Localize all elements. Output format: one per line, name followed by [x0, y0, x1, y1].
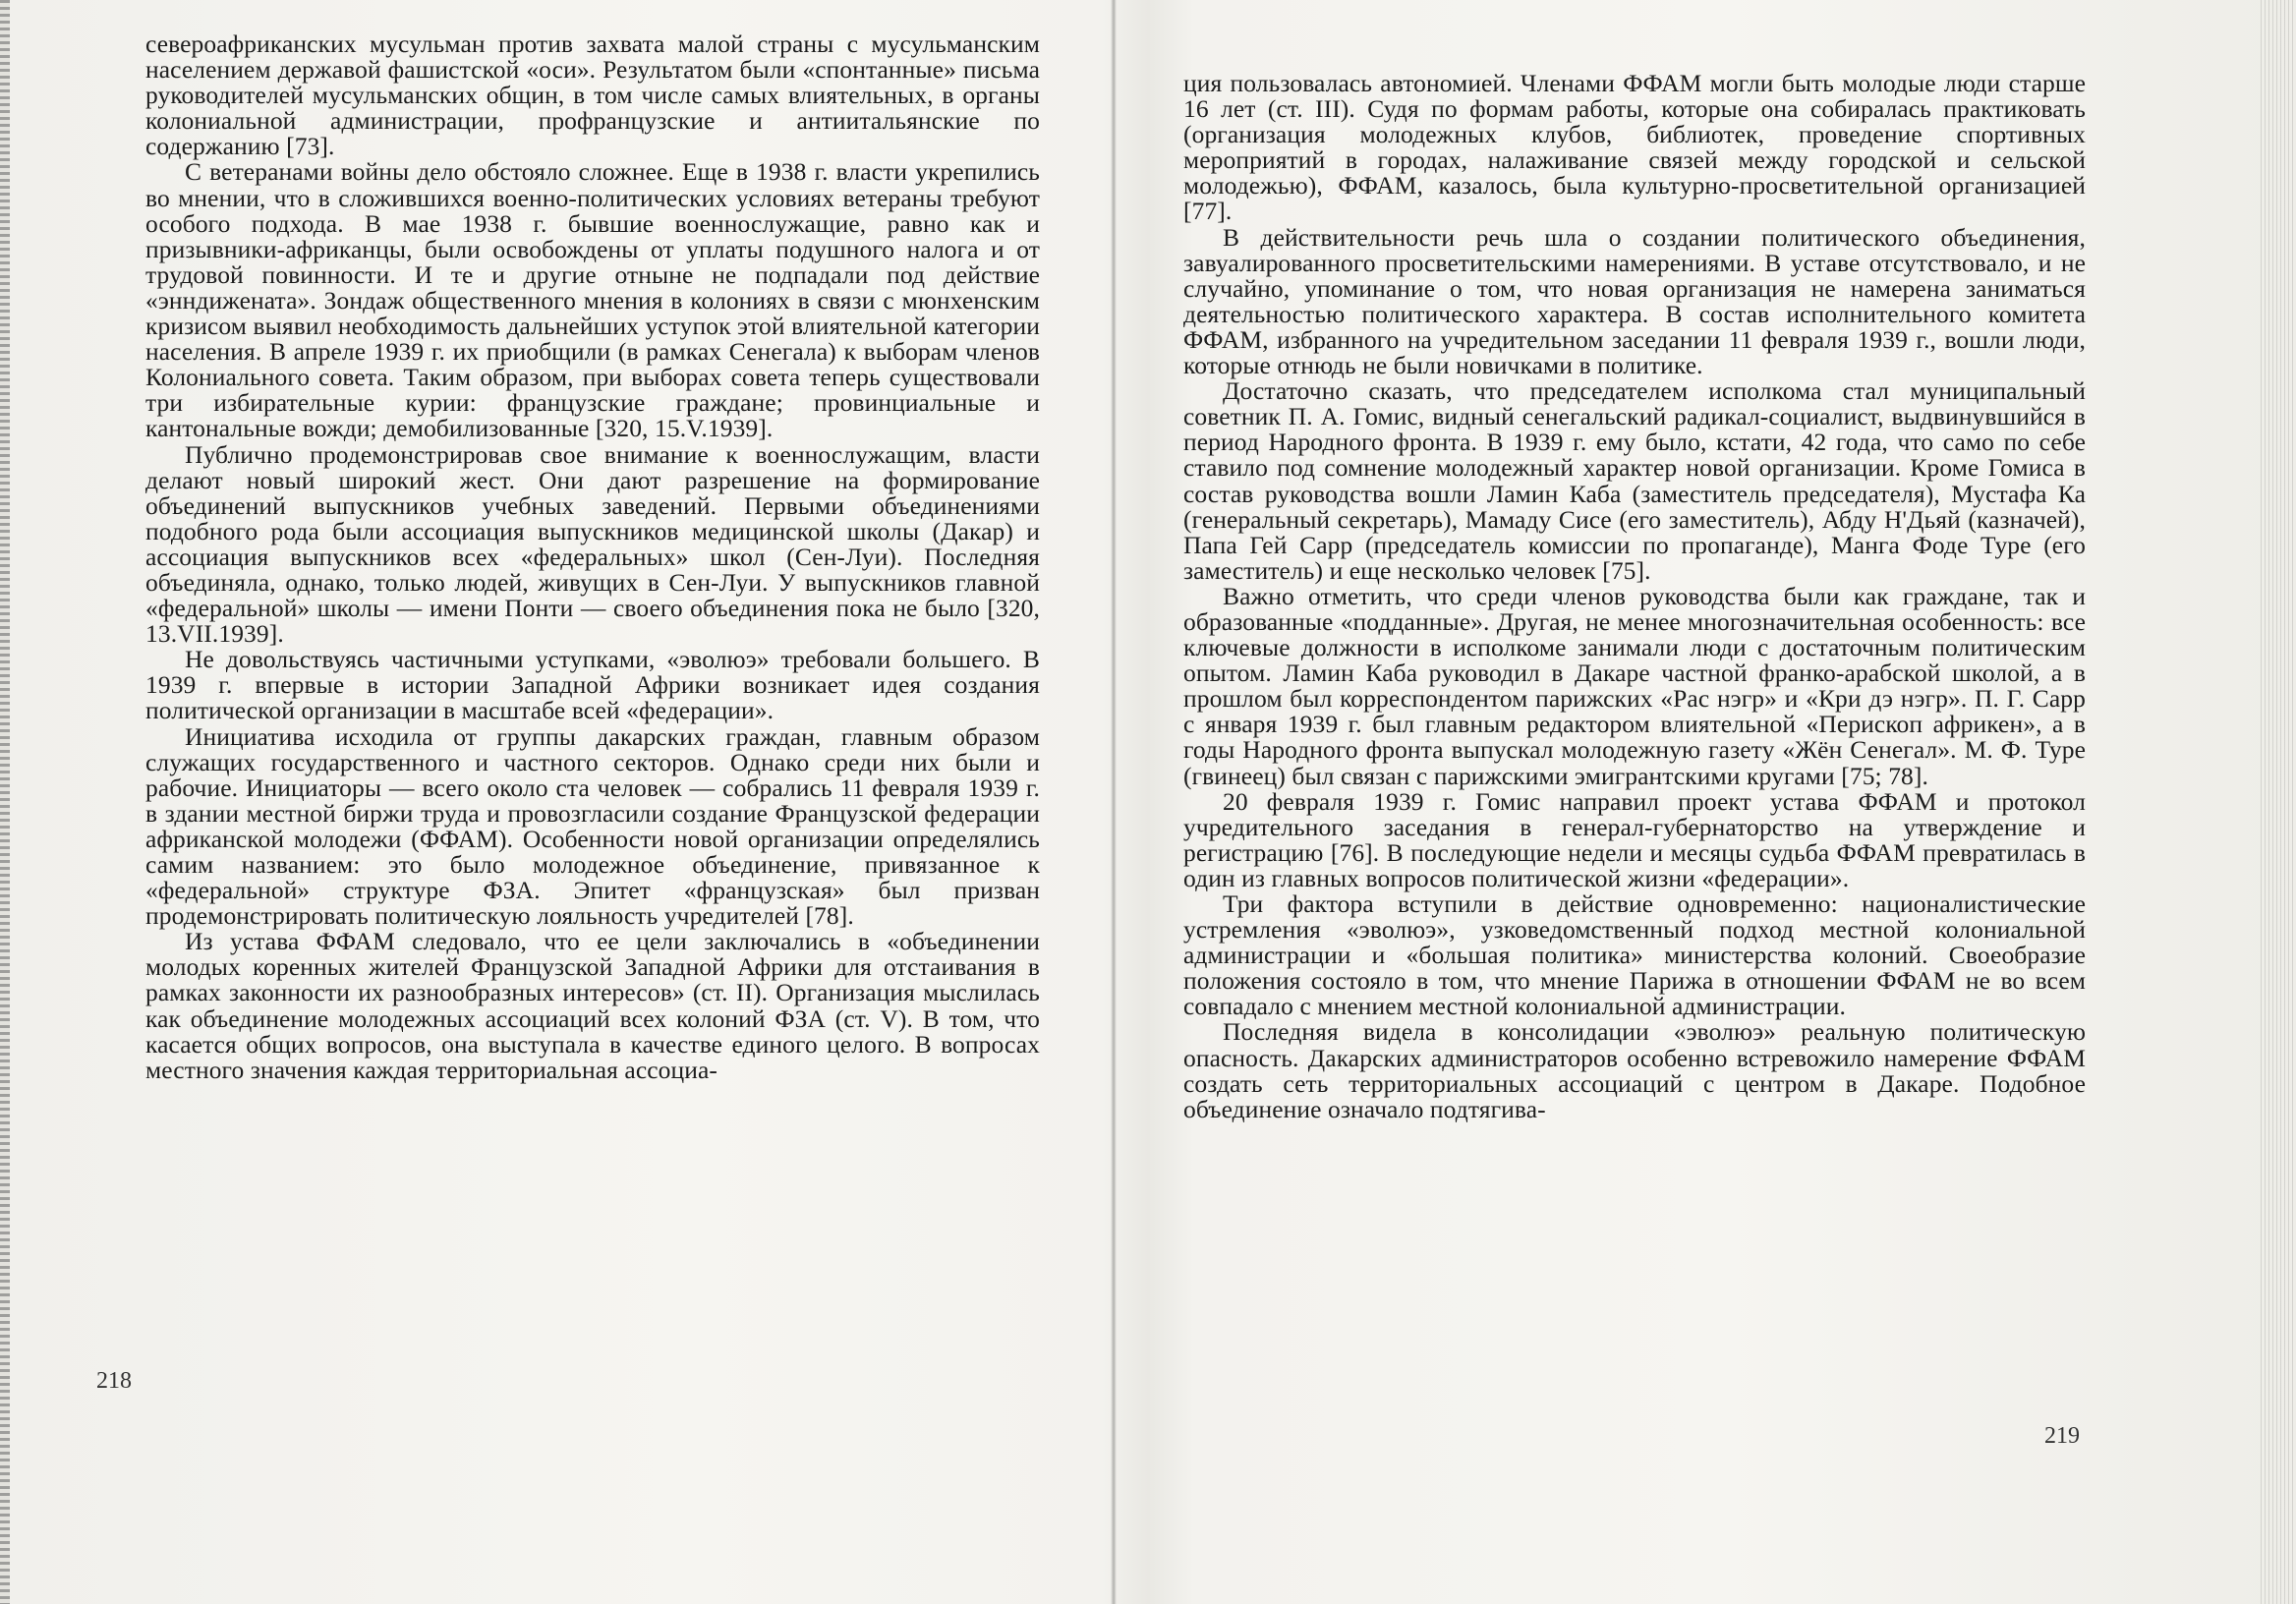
- right-paragraph-3: Достаточно сказать, что председателем исполкома стал муниципальный советник П. А. Гомис, видный сенегальский радикал-социалист, выдвинувшийся в период Народного фронта. В 1939 г. ему было, кстати, 42 года, что само по себе ставило под сомнение молодежный характер новой организации. Кроме Гомиса в состав руководства вошли Ламин Каба (заместитель председателя), Мустафа Ка (генеральный секретарь), Мамаду Сисе (его заместитель), Абду Н'Дьяй (казначей), Папа Гей Сарр (председатель комиссии по пропаганде), Манга Фоде Туре (его заместитель) и еще несколько человек [75].: [1183, 376, 2086, 585]
- right-page: [1183, 71, 2086, 1122]
- right-paragraph-5: 20 февраля 1939 г. Гомис направил проект устава ФФАМ и протокол учредительного заседания в генерал-губернаторство на утверждение и регистрацию [76]. В последующие недели и месяцы судьба ФФАМ превратилась в один из главных вопросов политической жизни «федерации».: [1183, 786, 2086, 892]
- right-paragraph-4: Важно отметить, что среди членов руководства были как граждане, так и образованные «подданные». Другая, не менее многозначительная особенность: все ключевые должности в исполкоме занимали люди с достаточным политическим опытом. Ламин Каба руководил в Дакаре частной франко-арабской школой, а в прошлом был корреспондентом парижских «Рас нэгр» и «Кри дэ нэгр». П. Г. Сарр с января 1939 г. был главным редактором влиятельной «Перископ африкен», а в годы Народного фронта выпускал молодежную газету «Жён Сенегал». М. Ф. Туре (гвинеец) был связан с парижскими эмигрантскими кругами [75; 78].: [1183, 581, 2086, 790]
- page-edge-left: [0, 0, 10, 1604]
- right-paragraph-6: Три фактора вступили в действие одновременно: националистические устремления «эволюэ», узковедомственный подход местной колониальной администрации и «большая политика» министерства колоний. Своеобразие положения состояло в том, что мнение Парижа в отношении ФФАМ не во всем совпадало с мнением местной колониальной администрации.: [1183, 889, 2086, 1021]
- left-page-number: 218: [96, 1368, 132, 1394]
- right-paragraph-1: ция пользовалась автономией. Членами ФФАМ могли быть молодые люди старше 16 лет (ст. III). Судя по формам работы, которые она собиралась практиковать (организация молодежных клубов, библиотек, проведение спортивных мероприятий в городах, налаживание связей между городской и сельской молодежью), ФФАМ, казалось, была культурно-просветительной организацией [77].: [1183, 69, 2086, 226]
- right-paragraph-2: В действительности речь шла о создании политического объединения, завуалированного просветительскими намерениями. В уставе отсутствовало, и не случайно, упоминание о том, что новая организация не намерена заниматься деятельностью политического характера. В состав исполнительного комитета ФФАМ, избранного на учредительном заседании 11 февраля 1939 г., вошли люди, которые отнюдь не были новичками в политике.: [1183, 222, 2086, 380]
- left-paragraph-3: Публично продемонстрировав свое внимание к военнослужащим, власти делают новый широкий жест. Они дают разрешение на формирование объединений выпускников учебных заведений. Первыми объединениями подобного рода были ассоциация выпускников медицинской школы (Дакар) и ассоциация выпускников всех «федеральных» школ (Сен-Луи). Последняя объединяла, однако, только людей, живущих в Сен-Луи. У выпускников главной «федеральной» школы — имени Понти — своего объединения пока не было [320, 13.VII.1939].: [145, 439, 1040, 649]
- right-page-number: 219: [2044, 1423, 2080, 1449]
- right-paragraph-7: Последняя видела в консолидации «эволюэ» реальную политическую опасность. Дакарских администраторов особенно встревожило намерение ФФАМ создать сеть территориальных ассоциаций с центром в Дакаре. Подобное объединение означало подтягива-: [1183, 1017, 2086, 1123]
- left-paragraph-2: С ветеранами войны дело обстояло сложнее. Еще в 1938 г. власти укрепились во мнении, что в сложившихся военно-политических условиях ветераны требуют особого подхода. В мае 1938 г. бывшие военнослужащие, равно как и призывники-африканцы, были освобождены от уплаты подушного налога и от трудовой повинности. И те и другие отныне не подпадали под действие «энндижената». Зондаж общественного мнения в колониях в связи с мюнхенским кризисом выявил необходимость дальнейших уступок этой влиятельной категории населения. В апреле 1939 г. их приобщили (в рамках Сенегала) к выборам членов Колониального совета. Таким образом, при выборах совета теперь существовали три избирательные курии: французские граждане; провинциальные и кантональные вожди; демобилизованные [320, 15.V.1939].: [145, 157, 1040, 443]
- book-gutter: [1111, 0, 1117, 1604]
- left-paragraph-6: Из устава ФФАМ следовало, что ее цели заключались в «объединении молодых коренных жителей Французской Западной Африки для отстаивания в рамках законности их разнообразных интересов» (ст. II). Организация мыслилась как объединение молодежных ассоциаций всех колоний ФЗА (ст. V). В том, что касается общих вопросов, она выступала в качестве единого целого. В вопросах местного значения каждая территориальная ассоциа-: [145, 927, 1040, 1084]
- left-paragraph-1: североафриканских мусульман против захвата малой страны с мусульманским населением державой фашистской «оси». Результатом были «спонтанные» письма руководителей мусульманских общин, в том числе самых влиятельных, в органы колониальной администрации, профранцузские и антиитальянские по содержанию [73].: [145, 29, 1040, 161]
- left-paragraph-4: Не довольствуясь частичными уступками, «эволюэ» требовали большего. В 1939 г. впервые в истории Западной Африки возникает идея создания политической организации в масштабе всей «федерации».: [145, 645, 1040, 725]
- left-page: [145, 31, 1040, 1083]
- left-paragraph-5: Инициатива исходила от группы дакарских граждан, главным образом служащих государственного и частного секторов. Однако среди них были и рабочие. Инициаторы — всего около ста человек — собрались 11 февраля 1939 г. в здании местной биржи труда и провозгласили создание Французской федерации африканской молодежи (ФФАМ). Особенности новой организации определялись самим названием: это было молодежное объединение, привязанное к «федеральной» структуре ФЗА. Эпитет «французская» был призван продемонстрировать политическую лояльность учредителей [78].: [145, 721, 1040, 931]
- page-edge-right: [2261, 0, 2296, 1604]
